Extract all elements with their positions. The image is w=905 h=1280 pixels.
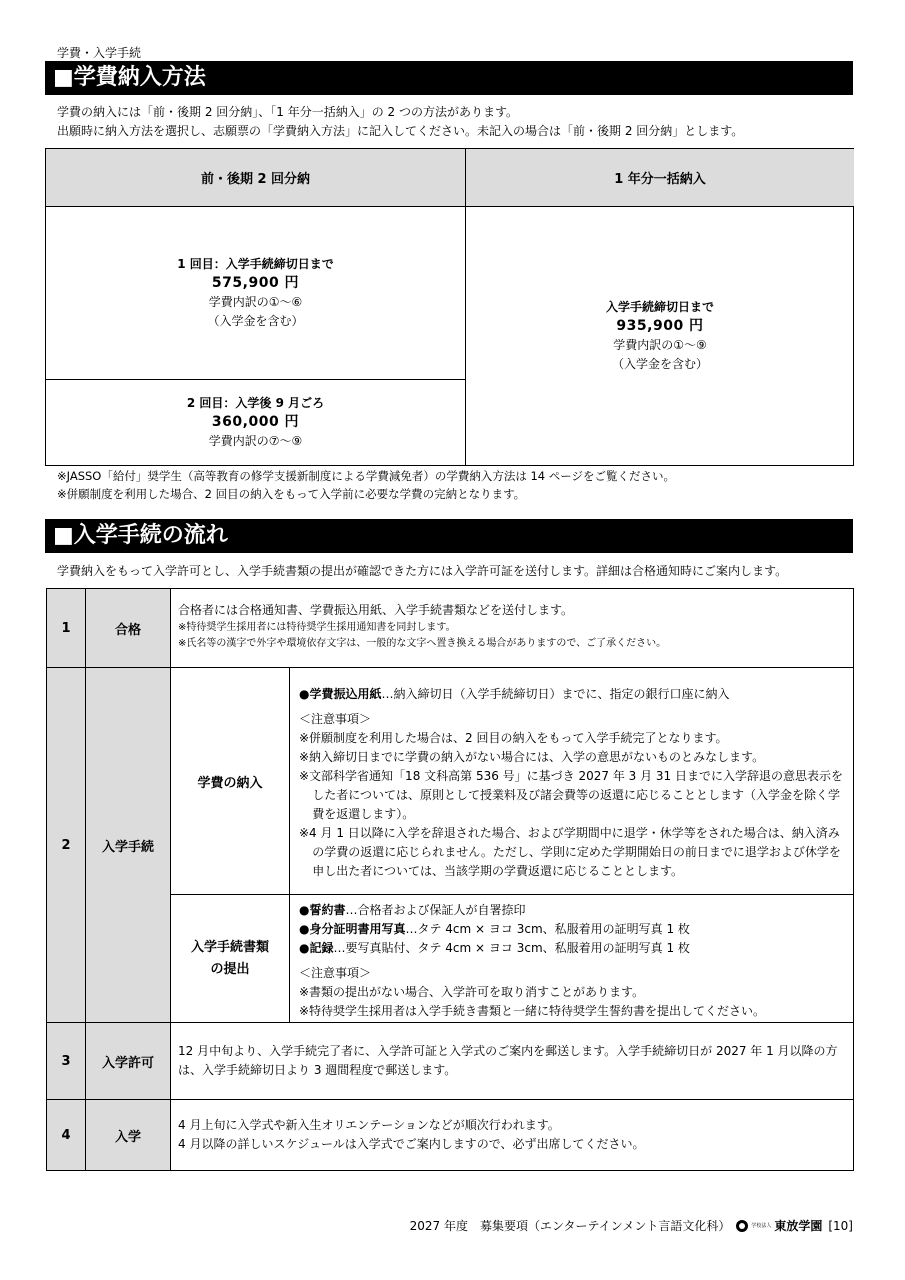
document-item-text: …要写真貼付、タテ 4cm × ヨコ 3cm、私服着用の証明写真 1 枚 [333, 941, 690, 955]
payment-notes-heading: ＜注意事項＞ [299, 712, 372, 726]
divider [289, 667, 290, 1022]
payment-bullet-title: ●学費振込用紙 [299, 687, 382, 701]
step-label-admission-permit: 入学許可 [86, 1023, 170, 1099]
pass-line: 合格者には合格通知書、学費振込用紙、入学手続書類などを送付します。 [178, 603, 574, 617]
admission-permit-text: 12 月中旬より、入学手続完了者に、入学許可証と入学式のご案内を郵送します。入学手続締切日が 2027 年 1 月以降の方は、入学手続締切日より 3 週間程度で郵送します。 [178, 1044, 838, 1077]
document-item-text: …タテ 4cm × ヨコ 3cm、私服着用の証明写真 1 枚 [405, 922, 690, 936]
document-item-title: ●記録 [299, 941, 334, 955]
documents-notes-heading: ＜注意事項＞ [299, 966, 372, 980]
procedure-intro: 学費納入をもって入学許可とし、入学手続書類の提出が確認できた方には入学許可証を送付します。詳細は合格通知時にご案内します。 [57, 564, 788, 578]
payment-content [299, 685, 851, 881]
second-installment-cell [46, 380, 465, 465]
step-pass-content [178, 601, 848, 652]
second-installment-title: 2 回目：入学後 9 月ごろ [186, 396, 325, 410]
document-item [299, 901, 851, 920]
footer [410, 1217, 853, 1234]
document-item-title: ●誓約書 [299, 903, 346, 917]
enrollment-content [178, 1116, 848, 1154]
section-title-procedure: ■入学手続の流れ [45, 519, 853, 553]
lump-sum-cell [466, 207, 854, 465]
footer-text: 2027 年度 募集要項（エンターテインメント言語文化科） [409, 1219, 731, 1233]
payment-note: ※納入締切日までに学費の納入がない場合には、入学の意思がないものとみなします。 [299, 750, 765, 764]
pass-note: ※氏名等の漢字で外字や環境依存文字は、一般的な文字へ置き換える場合がありますので、ご了承ください。 [178, 638, 667, 649]
documents-content [299, 901, 851, 1021]
intro-line: 学費の納入には「前・後期 2 回分納」、「1 年分一括納入」の 2 つの方法があります。 [57, 105, 519, 119]
first-installment-detail: 学費内訳の①～⑥ [208, 295, 303, 309]
document-item [299, 939, 851, 958]
lump-sum-detail: 学費内訳の①～⑨ [613, 338, 707, 352]
payment-notes [57, 467, 675, 503]
documents-note: ※特待奨学生採用者は入学手続き書類と一緒に特待奨学生誓約書を提出してください。 [299, 1004, 766, 1018]
school-logo [736, 1217, 822, 1234]
payment-intro [57, 103, 743, 141]
sub-label-payment: 学費の納入 [197, 775, 263, 791]
first-installment-amount: 575,900 円 [211, 275, 300, 291]
logo-small-text: 学校法人 [751, 1222, 772, 1229]
step-label-pass: 合格 [86, 589, 170, 667]
step-number: 2 [47, 668, 85, 1022]
intro-line: 出願時に納入方法を選択し、志願票の「学費納入方法」に記入してください。未記入の場合は「前・後期 2 回分納」とします。 [57, 124, 744, 138]
second-installment-amount: 360,000 円 [211, 414, 300, 430]
sub-label-documents: 入学手続書類の提出 [190, 939, 269, 977]
lump-sum-note: （入学金を含む） [611, 357, 708, 371]
breadcrumb: 学費・入学手続 [57, 46, 142, 60]
page-number: [10] [828, 1218, 853, 1233]
first-installment-title: 1 回目：入学手続締切日まで [177, 257, 334, 271]
step-label-procedure: 入学手続 [86, 668, 170, 1022]
document-item-text: …合格者および保証人が自署捺印 [345, 903, 526, 917]
step-label-enrollment: 入学 [86, 1100, 170, 1170]
section-title-payment: ■学費納入方法 [45, 61, 853, 95]
logo-name: 東放学園 [774, 1219, 823, 1233]
payment-note: ※併願制度を利用した場合は、2 回目の納入をもって入学手続完了となります。 [299, 731, 728, 745]
step-number: 3 [47, 1023, 85, 1099]
documents-note: ※書類の提出がない場合、入学許可を取り消すことがあります。 [299, 985, 645, 999]
note-line: ※JASSO「給付」奨学生（高等教育の修学支援新制度による学費減免者）の学費納入方法は 14 ページをご覧ください。 [57, 469, 676, 483]
lump-sum-amount: 935,900 円 [616, 318, 704, 334]
document-item-title: ●身分証明書用写真 [299, 922, 406, 936]
payment-table [45, 148, 854, 466]
first-installment-cell [46, 207, 465, 379]
pass-note: ※特待奨学生採用者には特待奨学生採用通知書を同封します。 [178, 622, 456, 633]
payment-note: ※4 月 1 日以降に入学を辞退された場合、および学期間中に退学・休学等をされた場合は、納入済みの学費の返還に応じられません。ただし、学則に定めた学期開始日の前日までに退学および休学を申し出た者については、当該学期の学費返還に応じることとします。 [299, 826, 841, 878]
payment-bullet [299, 685, 851, 704]
enrollment-line: 4 月上旬に入学式や新入生オリエンテーションなどが順次行われます。 [178, 1118, 560, 1132]
note-line: ※併願制度を利用した場合、2 回目の納入をもって入学前に必要な学費の完納となります。 [57, 487, 526, 501]
enrollment-line: 4 月以降の詳しいスケジュールは入学式でご案内しますので、必ず出席してください。 [178, 1137, 645, 1151]
procedure-table [46, 588, 854, 1171]
first-installment-note: （入学金を含む） [207, 314, 304, 328]
step-number: 4 [47, 1100, 85, 1170]
header-lump-sum: 1 年分一括納入 [466, 149, 854, 207]
lump-sum-title: 入学手続締切日まで [605, 300, 714, 314]
payment-bullet-text: …納入締切日（入学手続締切日）までに、指定の銀行口座に納入 [381, 687, 730, 701]
document-item [299, 920, 851, 939]
step-number: 1 [47, 589, 85, 667]
second-installment-detail: 学費内訳の⑦～⑨ [208, 434, 303, 448]
payment-note: ※文部科学省通知「18 文科高第 536 号」に基づき 2027 年 3 月 31 日までに入学辞退の意思表示をした者については、原則として授業料及び諸会費等の返還に応じることとします（入学金を除く学費を返還します）。 [299, 769, 844, 821]
logo-mark-icon [736, 1220, 748, 1232]
header-installment: 前・後期 2 回分納 [46, 149, 465, 207]
